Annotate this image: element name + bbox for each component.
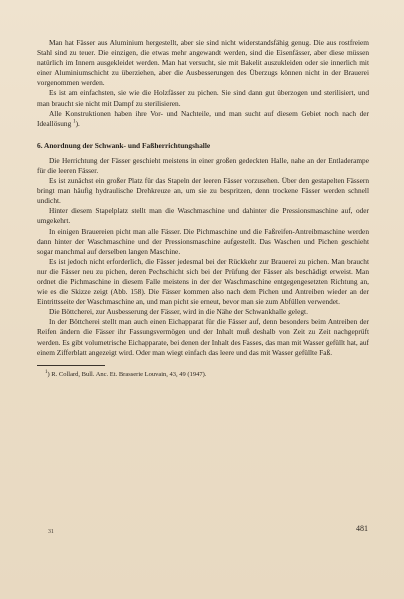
paragraph-stapeln: Es ist zunächst ein großer Platz für das Stapeln der leeren Fässer vorzusehen. Über den gestapelten Fässern bringt man häufig hydraulische Drehkreuze an, um sie zu bespritzen, denn trockene Fässer werden schnell undicht. (37, 176, 369, 206)
paragraph-rueckkehr: Es ist jedoch nicht erforderlich, die Fässer jedesmal bei der Rückkehr zur Brauerei zu pichen. Man braucht nur die Fässer neu zu pichen, deren Pechschicht sich bei der Prüfung der Fässer als beschädigt erweist. Man ordnet die Pichmaschine in diesem Falle meistens in der der Waschmaschine entgegengesetzten Richtung an, wie es die Skizze zeigt (Abb. 158). Die Fässer kommen also nach dem Pichen und Antreiben wieder an der Eintrittsseite der Waschmaschine an, und man picht sie erneut, bevor man sie zum Abfüllen verwendet. (37, 256, 369, 307)
paragraph-ideallosung-text: Alle Konstruktionen haben ihre Vor- und Nachteile, und man sucht auf diesem Gebiet noch nach der Ideallösung (37, 108, 369, 128)
paragraph-pichmaschine: In einigen Brauereien picht man alle Fässer. Die Pichmaschine und die Faßreifen-Antreibmaschine werden dann hinter der Waschmaschine und der Pressionsmaschine aufgestellt. Das Waschen und Pichen geschieht sogar manchmal auf derselben langen Maschine. (37, 226, 369, 256)
signature-mark: 31 (48, 529, 54, 535)
paragraph-ideallosung (37, 109, 369, 129)
paragraph-waschmaschine: Hinter diesem Stapelplatz stellt man die Waschmaschine und dahinter die Pressionsmaschine auf, oder umgekehrt. (37, 206, 369, 226)
section-heading: 6. Anordnung der Schwank- und Faßherrichtungshalle (37, 140, 211, 150)
footnote-text: R. Collard, Bull. Anc. Et. Brasserie Louvain, 43, 49 (1947). (49, 370, 207, 378)
footnote-marker-suffix: ) (47, 370, 50, 378)
page-body (37, 38, 369, 379)
paragraph-herrichtung: Die Herrichtung der Fässer geschieht meistens in einer großen gedeckten Halle, nahe an der Entladerampe für die leeren Fässer. (37, 155, 369, 175)
paragraph-aluminium: Man hat Fässer aus Aluminium hergestellt, aber sie sind nicht widerstandsfähig genug. Die aus rostfreiem Stahl sind zu teuer. Die einzigen, die etwas mehr angewandt werden, sind die Eisenfässer, aber diese müssen natürlich im Innern ausgekleidet werden. Man hat versucht, sie mit Bakelit auszukleiden oder sie innerlich mit einer Aluminiumschicht zu überziehen, aber die Ausbesserungen des Überzugs können nicht in der Brauerei vorgenommen werden. (37, 38, 369, 88)
paragraph-boettcherei: Die Böttcherei, zur Ausbesserung der Fässer, wird in die Nähe der Schwankhalle gelegt. (49, 307, 308, 317)
footnote-reference: 1 (73, 119, 76, 125)
footnote-marker: 1 (45, 369, 48, 375)
footnote-reference-suffix: ). (75, 118, 80, 128)
paragraph-eichapparat: In der Böttcherei stellt man auch einen Eichapparat für die Fässer auf, denn besonders beim Antreiben der Reifen ändern die Fässer ihr Fassungsvermögen und der Inhalt muß deshalb von Zeit zu Zeit nachgeprüft werden. Es gibt volumetrische Eichapparate, bei denen der Inhalt des Fasses, das man mit Wasser gefüllt hat, auf einem Zifferblatt angezeigt wird. Oder man wiegt einfach das leere und das mit Wasser gefüllte Faß. (37, 317, 369, 357)
page-number: 481 (356, 524, 368, 533)
paragraph-pichen: Es ist am einfachsten, sie wie die Holzfässer zu pichen. Sie sind dann gut überzogen und sterilisiert, und man braucht sie nicht mit Dampf zu sterilisieren. (37, 88, 369, 108)
footnote (37, 370, 369, 379)
footnote-divider (37, 365, 105, 366)
